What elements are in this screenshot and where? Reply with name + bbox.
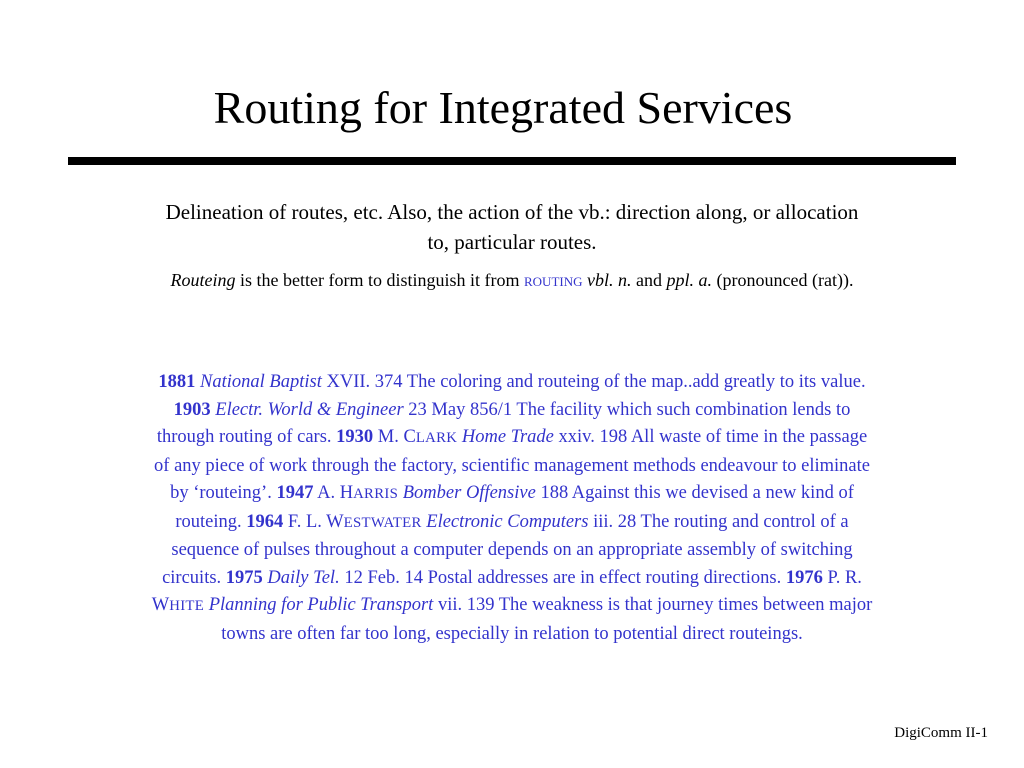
quotation-year: 1881 [158, 372, 196, 392]
usage-note-term: Routeing [170, 270, 236, 290]
quotation-source: Planning for Public Transport [208, 595, 434, 615]
quotation-year: 1964 [246, 511, 284, 532]
quotation-source: Daily Tel. [267, 567, 340, 588]
usage-note [165, 265, 859, 295]
usage-note-pos-1: vbl. n. [587, 270, 632, 290]
quotation-text: XVII. 374 The coloring and routeing of the map..add greatly to its value. [326, 372, 866, 392]
slide-footer: DigiComm II-1 [894, 725, 988, 741]
quotation-text: 12 Feb. 14 Postal addresses are in effect routing directions. [344, 567, 782, 588]
quotation-text: 23 May 856/1 The facility which such combination lends to through routing of cars. [156, 399, 851, 447]
usage-note-pronunciation: (pronounced (rat)). [712, 270, 854, 290]
quotation-text: 188 Against this we devised a new kind of routeing. [175, 483, 854, 532]
quotation-author-initial: A. H [317, 483, 354, 503]
quotation-source: Home Trade [461, 427, 554, 447]
quotation-text: vii. 139 The weakness is that journey times between major towns are often far too long, especially in relation to potential direct routeings. [221, 595, 873, 644]
quotation-author [378, 427, 458, 447]
quotation-source: Bomber Offensive [402, 483, 536, 503]
quotation-author-initial: F. L. W [287, 511, 344, 532]
definition-text: Delineation of routes, etc. Also, the action of the vb.: direction along, or allocation to, particular routes. [165, 200, 859, 254]
usage-note-crossref: routing [524, 270, 583, 290]
quotation-year: 1903 [173, 399, 211, 420]
quotation-author-initial: M. C [377, 427, 416, 447]
usage-note-pos-2: ppl. a. [666, 270, 713, 290]
quotation-author [317, 483, 398, 503]
quotation [226, 568, 786, 588]
quotation-author-rest: HITE [169, 598, 205, 614]
quotation-author-rest: ARRIS [353, 486, 399, 502]
quotation-source: Electronic Computers [426, 511, 589, 532]
quotation-year: 1930 [336, 427, 374, 447]
usage-note-text: is the better form to distinguish it from [235, 270, 524, 290]
slide-title: Routing for Integrated Services [213, 82, 793, 133]
title-divider [68, 157, 956, 165]
usage-note-and: and [631, 270, 667, 290]
quotation [158, 372, 865, 392]
quotation-source: National Baptist [200, 372, 322, 392]
quotation-author [288, 512, 422, 532]
quotation-year: 1947 [276, 483, 314, 503]
quotations-block [150, 369, 874, 648]
quotation-year: 1975 [225, 567, 263, 588]
quotation-source: Electr. World & Engineer [215, 399, 404, 420]
quotation-author-rest: LARK [415, 430, 458, 446]
quotation-year: 1976 [785, 567, 823, 588]
quotation-author-rest: ESTWATER [343, 514, 422, 531]
quotation-author-initial: P. R. W [151, 567, 862, 615]
quotation-text: xxiv. 198 All waste of time in the passage of any piece of work through the factory, scientific management methods endeavour to eliminate by ‘routeing’. [154, 427, 870, 503]
quotation-text: iii. 28 The routing and control of a sequence of pulses throughout a computer depends on an appropriate assembly of switching circuits. [162, 511, 853, 588]
